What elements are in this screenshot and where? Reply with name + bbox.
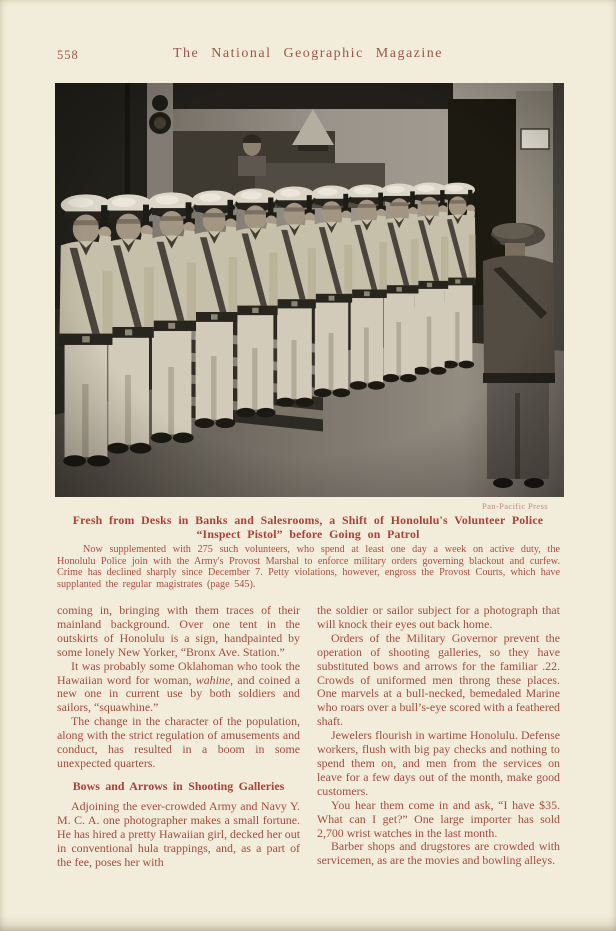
page-number: 558 <box>57 48 79 62</box>
paragraph: The change in the character of the population, along with the strict regulation of amusements and conduct, has resulted in a boom in some unexpected quarters. <box>57 714 300 770</box>
right-column <box>317 604 560 869</box>
page-header <box>57 46 559 66</box>
paragraph: Orders of the Military Governor prevent the operation of shooting galleries, so they have substituted bows and arrows for the familiar .22. Crowds of uniformed men throng these places. One marvels at a bull-necked, bemedaled Marine who roars over a bull’s-eye scored with a feathered shaft. <box>317 630 560 729</box>
paragraph: Adjoining the ever-crowded Army and Navy Y. M. C. A. one photographer makes a small fortune. He has hired a pretty Hawaiian girl, decked her out in conventional hula trappings, and, as a part of the fee, poses her with <box>57 798 301 869</box>
photo-caption-title <box>40 514 576 541</box>
paragraph: You hear them come in and ask, “I have $35. What can I get?” One large importer has sold 2,700 wrist watches in the last month. <box>317 797 560 840</box>
hawaiian-word: wahine <box>195 672 231 687</box>
caption-title-line2: “Inspect Pistol” before Going on Patrol <box>196 526 420 541</box>
section-heading: Bows and Arrows in Shooting Galleries <box>72 778 285 793</box>
photo-caption-text: Now supplemented with 275 such volunteers, who spend at least one day a week on active duty, the Honolulu Police join with the Army's Provost Marshal to enforce military orders governing blackout and curfew. Crime has declined sharply since December 7. Petty violations, however, engross the Provost Courts, which have supplanted the regular magistrates (page 545). <box>57 544 560 590</box>
paragraph: coming in, bringing with them traces of their mainland background. Over one tent in the outskirts of Honolulu is a sign, handpainted by some lonely New Yorker, “Bronx Ave. Station.” <box>57 603 300 659</box>
paragraph: Jewelers flourish in wartime Honolulu. Defense workers, flush with big pay checks and nothing to spend them on, and men from the services on leave for a few days out of the month, make good customers. <box>317 728 560 798</box>
photo-volunteer-police-inspection <box>55 83 564 497</box>
paragraph <box>57 660 300 716</box>
paragraph: the soldier or sailor subject for a photograph that will knock their eyes out back home. <box>317 603 560 631</box>
photo-illustration <box>55 83 564 497</box>
left-column <box>57 604 300 869</box>
paragraph: Barber shops and drugstores are crowded with servicemen, as are the movies and bowling alleys. <box>317 839 560 868</box>
caption-title-line1: Fresh from Desks in Banks and Salesrooms, a Shift of Honolulu's Volunteer Police <box>72 513 544 527</box>
paragraph-text: , and coined a new one in current use by both soldiers and sailors, “squawhine.” <box>57 672 300 715</box>
article-body <box>57 604 560 869</box>
magazine-title: The National Geographic Magazine <box>173 46 443 61</box>
photo-credit: Pan-Pacific Press <box>481 501 548 511</box>
paragraph-text: It was probably some Oklahoman who took the Hawaiian word for woman, <box>57 658 300 687</box>
